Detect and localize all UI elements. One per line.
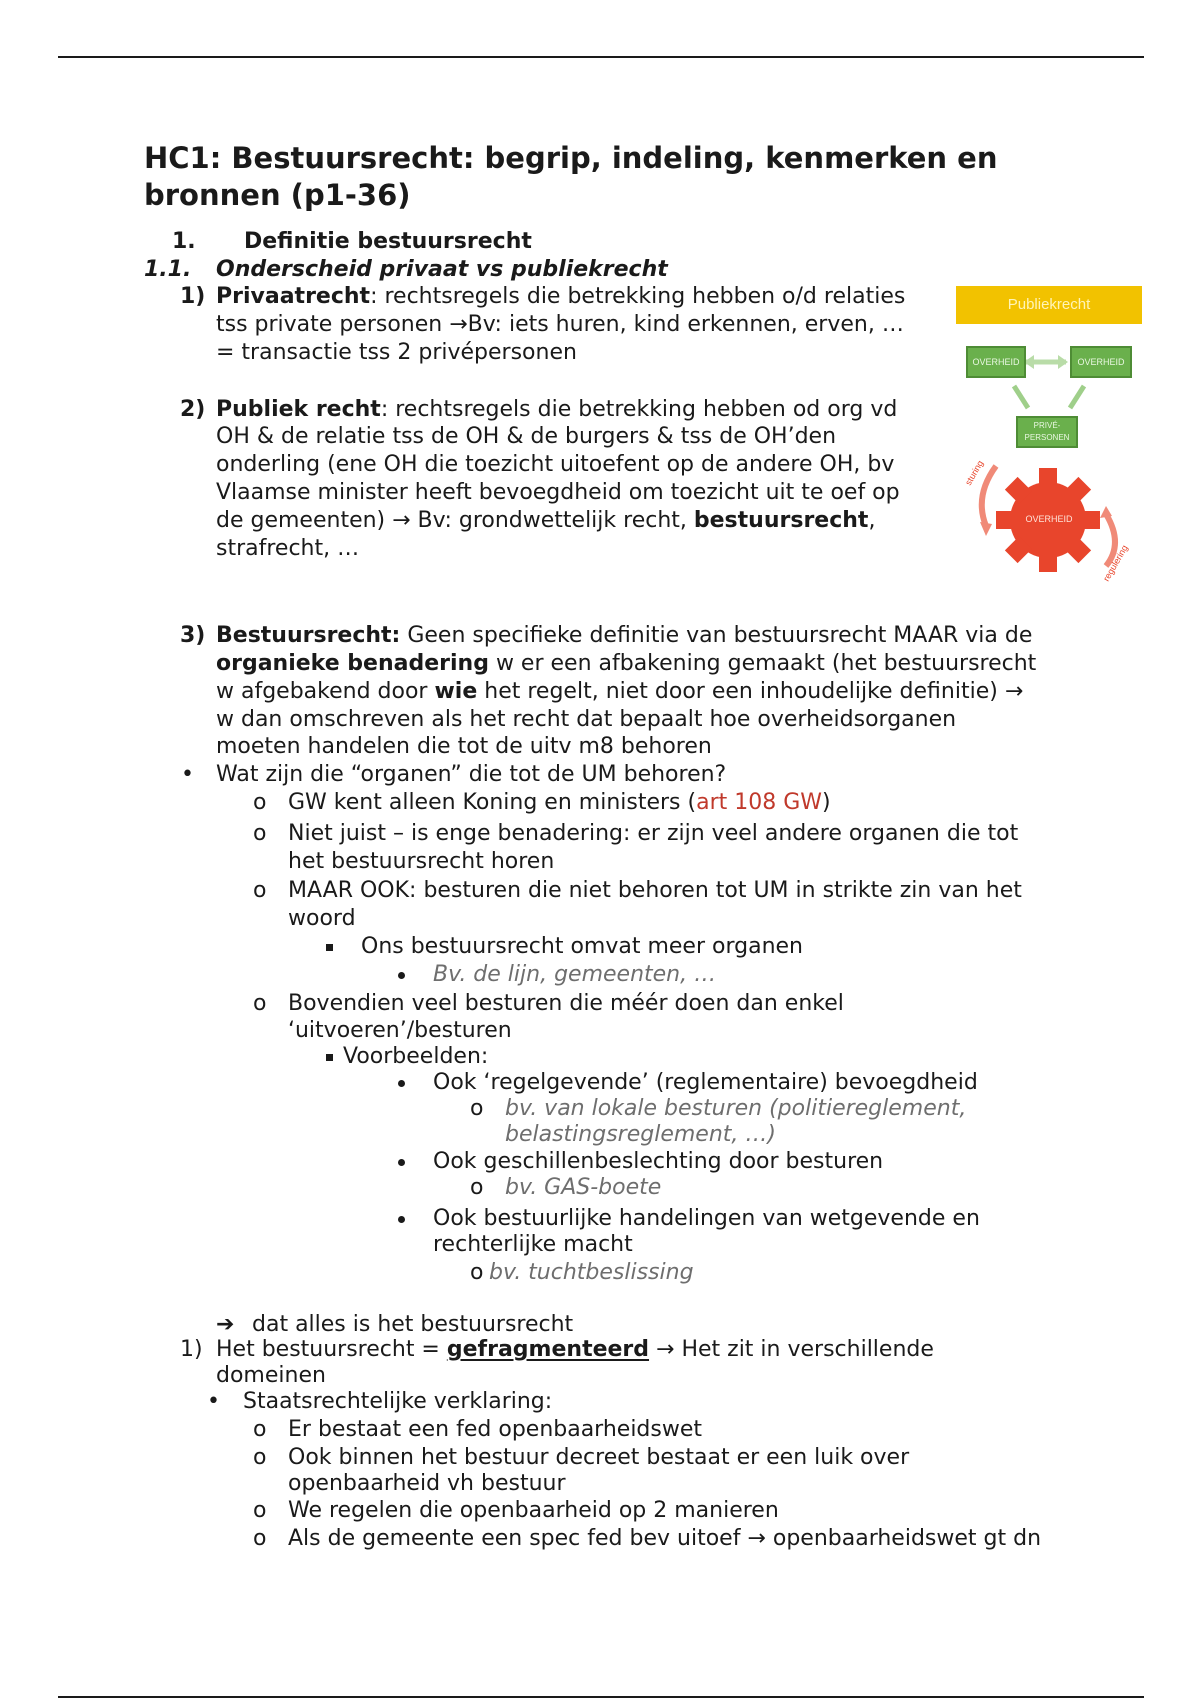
circle-marker: o [470,1260,484,1285]
arc-label-right: regulering [1101,543,1130,583]
example-text: bv. van lokale besturen (politiereglement, [505,1096,967,1121]
organen-bovendien-cont: ‘uitvoeren’/besturen [288,1018,512,1043]
circle-marker: o [470,1096,484,1121]
curved-arrow-left-icon [982,466,996,526]
heading-1-number: 1. [172,229,196,254]
circle-marker: o [253,1498,267,1523]
publiekrecht-line: de gemeenten) → Bv: grondwettelijk recht, bestuursrecht, [216,508,876,533]
voorbeeld-regelgevend: Ook ‘regelgevende’ (reglementaire) bevoegdheid [433,1070,978,1095]
heading-1: Definitie bestuursrecht [244,229,532,254]
verklaring-item: Er bestaat een fed openbaarheidswet [288,1417,703,1442]
organen-bovendien: Bovendien veel besturen die méér doen dan enkel [288,991,844,1016]
dot-marker [398,1205,405,1233]
dot-marker [398,1069,405,1097]
article-reference: art 108 GW [696,790,823,815]
conclusion: dat alles is het bestuursrecht [252,1312,574,1337]
overheid-box: OVERHEID [966,346,1026,378]
item-number: 2) [180,397,206,422]
bestuursrecht-line: organieke benadering w er een afbakening gemaakt (het bestuursrecht [216,651,1037,676]
bestuursrecht-line: w dan omschreven als het recht dat bepaalt hoe overheidsorganen [216,707,957,732]
organen-gw: GW kent alleen Koning en ministers (art 108 GW) [288,790,831,815]
verklaring-item: We regelen die openbaarheid op 2 manieren [288,1498,779,1523]
publiekrecht-line: strafrecht, … [216,536,360,561]
publiekrecht-line: OH & de relatie tss de OH & de burgers & tss de OH’den [216,424,837,449]
bestuursrecht-line: moeten handelen die tot de uitv m8 behoren [216,734,712,759]
arrow-marker: ➔ [216,1312,235,1337]
bullet-marker: • [207,1389,220,1414]
circle-marker: o [253,821,267,846]
gefragmenteerd-line-cont: domeinen [216,1363,326,1388]
verklaring-item: Ook binnen het bestuur decreet bestaat er een luik over [288,1445,910,1470]
publiekrecht-line: onderling (ene OH die toezicht uitoefent op de andere OH, bv [216,452,895,477]
footer-rule [58,1696,1144,1698]
gefragmenteerd-line: Het bestuursrecht = gefragmenteerd → Het zit in verschillende [216,1337,934,1362]
bestuursrecht-line: w afgebakend door wie het regelt, niet door een inhoudelijke definitie) → [216,679,1024,704]
publiekrecht-line: Vlaamse minister heeft bevoegdheid om toezicht uit te oef op [216,480,900,505]
page-title: HC1: Bestuursrecht: begrip, indeling, kenmerken en [144,141,998,175]
example-text: belastingsreglement, …) [505,1122,776,1147]
voorbeeld-bestuurlijk: Ook bestuurlijke handelingen van wetgevende en [433,1206,980,1231]
organen-niet-juist-cont: het bestuursrecht horen [288,849,555,874]
arrow-down-left-icon [1070,386,1084,408]
item-number: 1) [180,1337,203,1362]
privaatrecht-line: = transactie tss 2 privépersonen [216,340,577,365]
circle-marker: o [470,1175,484,1200]
page-title-cont: bronnen (p1-36) [144,178,411,212]
verklaring-item-cont: openbaarheid vh bestuur [288,1471,566,1496]
arrow-down-right-icon [1014,386,1028,408]
circle-marker: o [253,1417,267,1442]
voorbeeld-geschillen: Ook geschillenbeslechting door besturen [433,1149,884,1174]
bullet-marker: • [181,762,194,787]
example-text: bv. tuchtbeslissing [489,1260,694,1285]
item-number: 3) [180,623,206,648]
privepersonen-box: PRIVÉ- PERSONEN [1016,416,1078,448]
dot-marker [398,961,405,989]
organen-niet-juist: Niet juist – is enge benadering: er zijn veel andere organen die tot [288,821,1019,846]
square-marker [326,933,333,961]
gear-label: OVERHEID [1025,514,1073,524]
verklaring-item: Als de gemeente een spec fed bev uitoef → openbaarheidswet gt dn [288,1526,1042,1551]
organen-maar-ook-cont: woord [288,906,356,931]
staatsrechtelijke-verklaring: Staatsrechtelijke verklaring: [243,1389,553,1414]
circle-marker: o [253,1445,267,1470]
dot-marker [398,1148,405,1176]
organen-maar-ook: MAAR OOK: besturen die niet behoren tot UM in strikte zin van het [288,878,1022,903]
example-text: Bv. de lijn, gemeenten, … [433,962,717,987]
overheid-box: OVERHEID [1070,346,1132,378]
publiekrecht-diagram [956,286,1142,586]
heading-1-1-number: 1.1. [144,257,192,282]
bestuursrecht-definition: Bestuursrecht: Geen specifieke definitie van bestuursrecht MAAR via de [216,623,1033,648]
circle-marker: o [253,878,267,903]
arc-label-left: sturing [963,458,986,487]
voorbeelden-label: Voorbeelden: [343,1044,489,1069]
publiekrecht-definition: Publiek recht: rechtsregels die betrekking hebben od org vd [216,397,898,422]
voorbeeld-bestuurlijk-cont: rechterlijke macht [433,1232,633,1257]
circle-marker: o [253,1526,267,1551]
privaatrecht-line: tss private personen →Bv: iets huren, kind erkennen, erven, … [216,312,904,337]
diagram-banner: Publiekrecht [956,286,1142,324]
item-number: 1) [180,284,206,309]
privaatrecht-definition: Privaatrecht: rechtsregels die betrekking hebben o/d relaties [216,284,906,309]
organen-meer: Ons bestuursrecht omvat meer organen [361,934,803,959]
circle-marker: o [253,790,267,815]
example-text: bv. GAS-boete [505,1175,662,1200]
square-marker [326,1043,333,1071]
circle-marker: o [253,991,267,1016]
organen-question: Wat zijn die “organen” die tot de UM behoren? [216,762,727,787]
heading-1-1: Onderscheid privaat vs publiekrecht [216,257,668,282]
